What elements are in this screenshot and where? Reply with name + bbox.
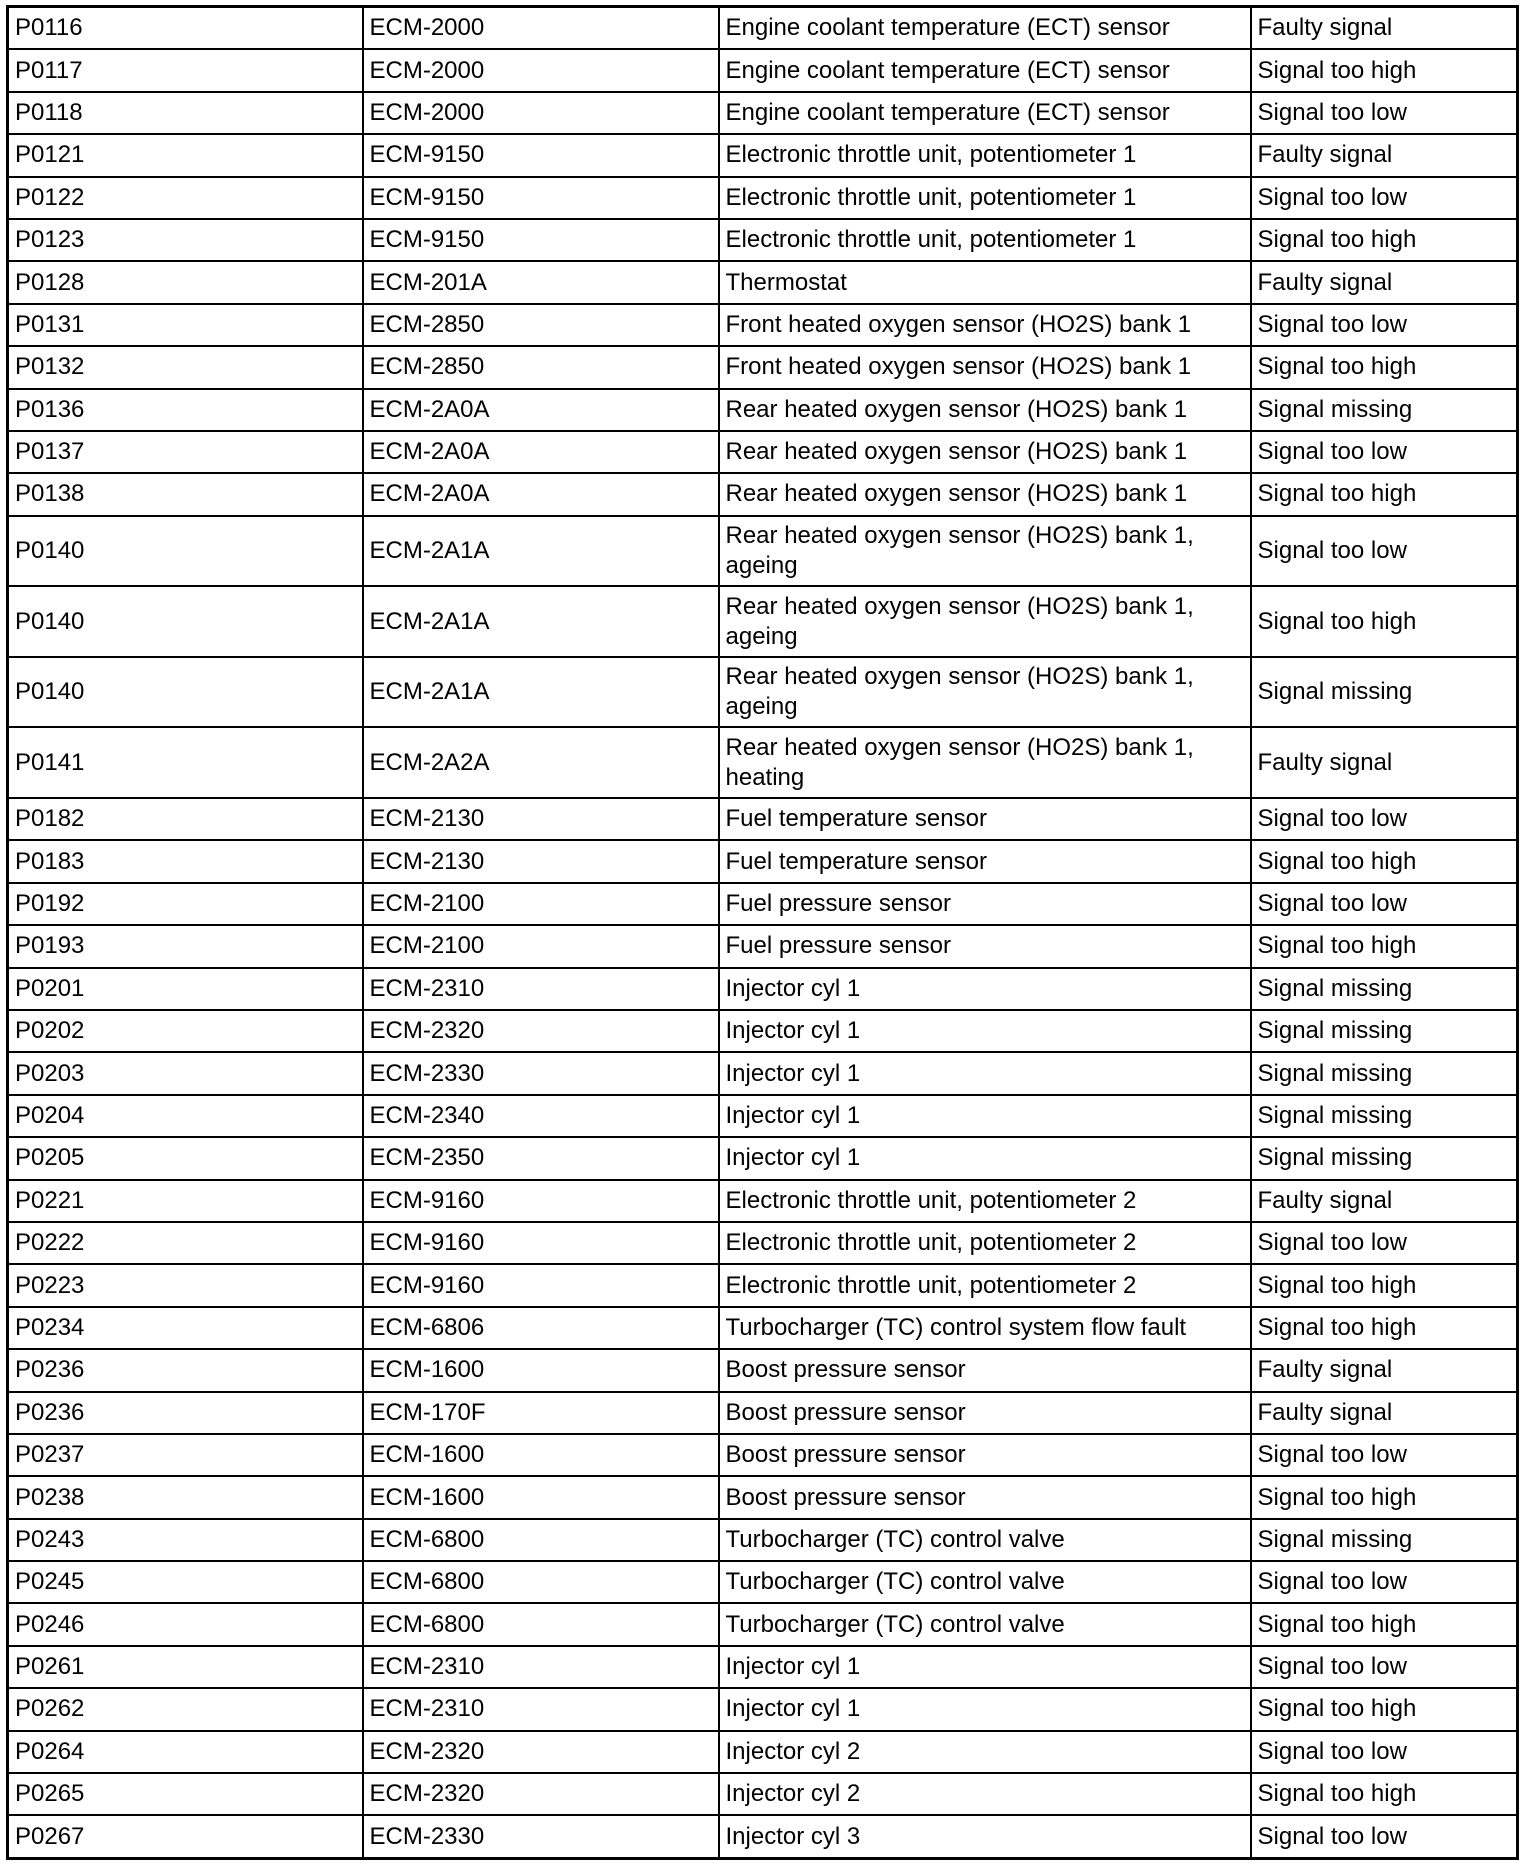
description-cell bbox=[719, 586, 1251, 657]
description-cell: Front heated oxygen sensor (HO2S) bank 1 bbox=[719, 346, 1251, 388]
ecm-id-cell: ECM-6800 bbox=[363, 1603, 719, 1645]
ecm-id-cell: ECM-2310 bbox=[363, 1688, 719, 1730]
table-row bbox=[8, 49, 1518, 91]
description-line-1: Rear heated oxygen sensor (HO2S) bank 1, bbox=[725, 663, 1194, 691]
fault-code-cell: P0237 bbox=[8, 1434, 363, 1476]
fault-code-cell: P0123 bbox=[8, 219, 363, 261]
description-cell: Turbocharger (TC) control valve bbox=[719, 1519, 1251, 1561]
fault-code-cell: P0262 bbox=[8, 1688, 363, 1730]
description-cell: Engine coolant temperature (ECT) sensor bbox=[719, 7, 1251, 50]
table-row bbox=[8, 1773, 1518, 1815]
status-cell: Faulty signal bbox=[1251, 261, 1518, 303]
ecm-id-cell: ECM-2A1A bbox=[363, 657, 719, 728]
fault-code-cell: P0222 bbox=[8, 1222, 363, 1264]
ecm-id-cell: ECM-1600 bbox=[363, 1349, 719, 1391]
description-line-2: ageing bbox=[725, 551, 798, 579]
table-row bbox=[8, 1519, 1518, 1561]
description-line-1: Rear heated oxygen sensor (HO2S) bank 1, bbox=[725, 521, 1194, 549]
status-cell: Signal missing bbox=[1251, 968, 1518, 1010]
ecm-id-cell: ECM-2330 bbox=[363, 1815, 719, 1858]
ecm-id-cell: ECM-2340 bbox=[363, 1095, 719, 1137]
description-cell: Electronic throttle unit, potentiometer 1 bbox=[719, 219, 1251, 261]
description-cell: Injector cyl 1 bbox=[719, 1137, 1251, 1179]
ecm-id-cell: ECM-2000 bbox=[363, 49, 719, 91]
ecm-id-cell: ECM-2A0A bbox=[363, 389, 719, 431]
status-cell: Signal too low bbox=[1251, 1815, 1518, 1858]
fault-code-cell: P0264 bbox=[8, 1731, 363, 1773]
fault-code-cell: P0267 bbox=[8, 1815, 363, 1858]
status-cell: Faulty signal bbox=[1251, 1349, 1518, 1391]
ecm-id-cell: ECM-2000 bbox=[363, 92, 719, 134]
table-row bbox=[8, 1434, 1518, 1476]
table-row bbox=[8, 431, 1518, 473]
description-cell: Boost pressure sensor bbox=[719, 1392, 1251, 1434]
table-row bbox=[8, 92, 1518, 134]
status-cell: Signal too high bbox=[1251, 1688, 1518, 1730]
ecm-id-cell: ECM-9160 bbox=[363, 1222, 719, 1264]
description-cell: Thermostat bbox=[719, 261, 1251, 303]
status-cell: Signal missing bbox=[1251, 1519, 1518, 1561]
ecm-id-cell: ECM-6800 bbox=[363, 1519, 719, 1561]
table-row bbox=[8, 1010, 1518, 1052]
status-cell: Signal too high bbox=[1251, 840, 1518, 882]
ecm-id-cell: ECM-2100 bbox=[363, 925, 719, 967]
description-line-2: ageing bbox=[725, 693, 798, 721]
ecm-id-cell: ECM-2A0A bbox=[363, 473, 719, 515]
description-cell: Injector cyl 1 bbox=[719, 1646, 1251, 1688]
table-row bbox=[8, 840, 1518, 882]
table-row bbox=[8, 389, 1518, 431]
table-row bbox=[8, 7, 1518, 50]
fault-code-cell: P0246 bbox=[8, 1603, 363, 1645]
status-cell: Signal too low bbox=[1251, 1434, 1518, 1476]
fault-code-cell: P0204 bbox=[8, 1095, 363, 1137]
fault-code-cell: P0121 bbox=[8, 134, 363, 176]
fault-code-cell: P0131 bbox=[8, 304, 363, 346]
table-row bbox=[8, 586, 1518, 657]
fault-code-cell: P0221 bbox=[8, 1180, 363, 1222]
status-cell: Signal missing bbox=[1251, 1052, 1518, 1094]
table-row bbox=[8, 1815, 1518, 1858]
table-row bbox=[8, 516, 1518, 587]
description-cell: Turbocharger (TC) control system flow fault bbox=[719, 1307, 1251, 1349]
fault-code-cell: P0245 bbox=[8, 1561, 363, 1603]
table-row bbox=[8, 134, 1518, 176]
description-cell: Injector cyl 3 bbox=[719, 1815, 1251, 1858]
status-cell: Signal too low bbox=[1251, 1646, 1518, 1688]
table-row bbox=[8, 1307, 1518, 1349]
status-cell: Signal missing bbox=[1251, 389, 1518, 431]
fault-code-cell: P0140 bbox=[8, 586, 363, 657]
description-cell: Injector cyl 1 bbox=[719, 1688, 1251, 1730]
table-row bbox=[8, 1095, 1518, 1137]
status-cell: Signal too high bbox=[1251, 925, 1518, 967]
status-cell: Signal too high bbox=[1251, 473, 1518, 515]
table-row bbox=[8, 1222, 1518, 1264]
table-row bbox=[8, 346, 1518, 388]
status-cell: Signal missing bbox=[1251, 1095, 1518, 1137]
status-cell: Faulty signal bbox=[1251, 1392, 1518, 1434]
description-cell: Fuel pressure sensor bbox=[719, 925, 1251, 967]
fault-code-cell: P0261 bbox=[8, 1646, 363, 1688]
fault-code-cell: P0141 bbox=[8, 727, 363, 798]
ecm-id-cell: ECM-1600 bbox=[363, 1476, 719, 1518]
description-cell: Turbocharger (TC) control valve bbox=[719, 1561, 1251, 1603]
fault-code-cell: P0137 bbox=[8, 431, 363, 473]
status-cell: Signal too high bbox=[1251, 346, 1518, 388]
description-line-2: ageing bbox=[725, 622, 798, 650]
description-cell bbox=[719, 727, 1251, 798]
ecm-id-cell: ECM-201A bbox=[363, 261, 719, 303]
fault-code-cell: P0234 bbox=[8, 1307, 363, 1349]
status-cell: Faulty signal bbox=[1251, 7, 1518, 50]
table-row bbox=[8, 473, 1518, 515]
table-row bbox=[8, 883, 1518, 925]
ecm-id-cell: ECM-2100 bbox=[363, 883, 719, 925]
table-row bbox=[8, 1561, 1518, 1603]
ecm-id-cell: ECM-9150 bbox=[363, 134, 719, 176]
status-cell: Signal too high bbox=[1251, 1264, 1518, 1306]
description-cell: Boost pressure sensor bbox=[719, 1476, 1251, 1518]
description-cell: Engine coolant temperature (ECT) sensor bbox=[719, 92, 1251, 134]
status-cell: Signal too low bbox=[1251, 1222, 1518, 1264]
ecm-id-cell: ECM-2A0A bbox=[363, 431, 719, 473]
description-cell: Electronic throttle unit, potentiometer 2 bbox=[719, 1264, 1251, 1306]
ecm-id-cell: ECM-2310 bbox=[363, 1646, 719, 1688]
fault-code-cell: P0138 bbox=[8, 473, 363, 515]
table-row bbox=[8, 1603, 1518, 1645]
status-cell: Signal too high bbox=[1251, 1307, 1518, 1349]
description-line-2: heating bbox=[725, 763, 805, 791]
table-row bbox=[8, 261, 1518, 303]
status-cell: Signal too high bbox=[1251, 586, 1518, 657]
description-cell: Engine coolant temperature (ECT) sensor bbox=[719, 49, 1251, 91]
description-cell: Injector cyl 1 bbox=[719, 1010, 1251, 1052]
status-cell: Faulty signal bbox=[1251, 727, 1518, 798]
table-row bbox=[8, 925, 1518, 967]
fault-code-cell: P0202 bbox=[8, 1010, 363, 1052]
status-cell: Signal too low bbox=[1251, 516, 1518, 587]
description-cell: Injector cyl 1 bbox=[719, 968, 1251, 1010]
fault-code-cell: P0182 bbox=[8, 798, 363, 840]
status-cell: Signal too low bbox=[1251, 798, 1518, 840]
fault-code-cell: P0265 bbox=[8, 1773, 363, 1815]
table-body bbox=[8, 7, 1518, 1859]
description-cell bbox=[719, 657, 1251, 728]
table-row bbox=[8, 1264, 1518, 1306]
fault-code-cell: P0205 bbox=[8, 1137, 363, 1179]
ecm-id-cell: ECM-170F bbox=[363, 1392, 719, 1434]
table-row bbox=[8, 1646, 1518, 1688]
table-row bbox=[8, 1476, 1518, 1518]
description-cell: Electronic throttle unit, potentiometer 1 bbox=[719, 177, 1251, 219]
description-cell: Rear heated oxygen sensor (HO2S) bank 1 bbox=[719, 389, 1251, 431]
status-cell: Signal missing bbox=[1251, 1010, 1518, 1052]
ecm-id-cell: ECM-2330 bbox=[363, 1052, 719, 1094]
description-cell: Rear heated oxygen sensor (HO2S) bank 1 bbox=[719, 473, 1251, 515]
fault-code-cell: P0203 bbox=[8, 1052, 363, 1094]
ecm-id-cell: ECM-2A1A bbox=[363, 516, 719, 587]
description-cell: Injector cyl 2 bbox=[719, 1731, 1251, 1773]
description-cell: Injector cyl 1 bbox=[719, 1095, 1251, 1137]
fault-code-cell: P0238 bbox=[8, 1476, 363, 1518]
description-cell: Boost pressure sensor bbox=[719, 1349, 1251, 1391]
fault-code-cell: P0140 bbox=[8, 516, 363, 587]
table-row bbox=[8, 657, 1518, 728]
ecm-id-cell: ECM-6806 bbox=[363, 1307, 719, 1349]
fault-code-cell: P0223 bbox=[8, 1264, 363, 1306]
ecm-id-cell: ECM-9150 bbox=[363, 177, 719, 219]
table-row bbox=[8, 968, 1518, 1010]
ecm-id-cell: ECM-2350 bbox=[363, 1137, 719, 1179]
status-cell: Signal too low bbox=[1251, 1731, 1518, 1773]
ecm-id-cell: ECM-9160 bbox=[363, 1180, 719, 1222]
status-cell: Signal too low bbox=[1251, 883, 1518, 925]
table-row bbox=[8, 1688, 1518, 1730]
description-cell: Injector cyl 2 bbox=[719, 1773, 1251, 1815]
table-row bbox=[8, 798, 1518, 840]
ecm-id-cell: ECM-2310 bbox=[363, 968, 719, 1010]
status-cell: Signal too low bbox=[1251, 304, 1518, 346]
ecm-id-cell: ECM-2320 bbox=[363, 1773, 719, 1815]
fault-code-cell: P0183 bbox=[8, 840, 363, 882]
status-cell: Signal too high bbox=[1251, 1476, 1518, 1518]
status-cell: Signal missing bbox=[1251, 1137, 1518, 1179]
ecm-id-cell: ECM-2130 bbox=[363, 798, 719, 840]
ecm-id-cell: ECM-2320 bbox=[363, 1731, 719, 1773]
ecm-id-cell: ECM-9160 bbox=[363, 1264, 719, 1306]
description-cell: Injector cyl 1 bbox=[719, 1052, 1251, 1094]
ecm-id-cell: ECM-9150 bbox=[363, 219, 719, 261]
description-cell: Fuel temperature sensor bbox=[719, 840, 1251, 882]
description-cell: Electronic throttle unit, potentiometer 2 bbox=[719, 1180, 1251, 1222]
table-row bbox=[8, 1052, 1518, 1094]
status-cell: Signal too low bbox=[1251, 92, 1518, 134]
description-line-1: Rear heated oxygen sensor (HO2S) bank 1, bbox=[725, 592, 1194, 620]
fault-code-cell: P0118 bbox=[8, 92, 363, 134]
description-line-1: Rear heated oxygen sensor (HO2S) bank 1, bbox=[725, 733, 1194, 761]
ecm-id-cell: ECM-2850 bbox=[363, 304, 719, 346]
table-row bbox=[8, 727, 1518, 798]
ecm-id-cell: ECM-2A2A bbox=[363, 727, 719, 798]
ecm-id-cell: ECM-6800 bbox=[363, 1561, 719, 1603]
fault-code-cell: P0236 bbox=[8, 1349, 363, 1391]
description-cell: Fuel temperature sensor bbox=[719, 798, 1251, 840]
fault-code-cell: P0128 bbox=[8, 261, 363, 303]
fault-code-cell: P0117 bbox=[8, 49, 363, 91]
description-cell: Boost pressure sensor bbox=[719, 1434, 1251, 1476]
status-cell: Signal too low bbox=[1251, 431, 1518, 473]
fault-code-cell: P0193 bbox=[8, 925, 363, 967]
status-cell: Signal missing bbox=[1251, 657, 1518, 728]
fault-code-table bbox=[6, 5, 1519, 1860]
status-cell: Signal too high bbox=[1251, 219, 1518, 261]
fault-code-cell: P0136 bbox=[8, 389, 363, 431]
fault-code-cell: P0243 bbox=[8, 1519, 363, 1561]
fault-code-cell: P0116 bbox=[8, 7, 363, 50]
ecm-id-cell: ECM-2A1A bbox=[363, 586, 719, 657]
status-cell: Faulty signal bbox=[1251, 134, 1518, 176]
ecm-id-cell: ECM-1600 bbox=[363, 1434, 719, 1476]
ecm-id-cell: ECM-2000 bbox=[363, 7, 719, 50]
table-row bbox=[8, 177, 1518, 219]
fault-code-cell: P0122 bbox=[8, 177, 363, 219]
description-cell bbox=[719, 516, 1251, 587]
table-row bbox=[8, 1349, 1518, 1391]
ecm-id-cell: ECM-2130 bbox=[363, 840, 719, 882]
status-cell: Faulty signal bbox=[1251, 1180, 1518, 1222]
fault-code-cell: P0140 bbox=[8, 657, 363, 728]
status-cell: Signal too low bbox=[1251, 177, 1518, 219]
ecm-id-cell: ECM-2320 bbox=[363, 1010, 719, 1052]
fault-code-cell: P0201 bbox=[8, 968, 363, 1010]
description-cell: Front heated oxygen sensor (HO2S) bank 1 bbox=[719, 304, 1251, 346]
table-row bbox=[8, 304, 1518, 346]
status-cell: Signal too low bbox=[1251, 1561, 1518, 1603]
fault-code-cell: P0192 bbox=[8, 883, 363, 925]
description-cell: Turbocharger (TC) control valve bbox=[719, 1603, 1251, 1645]
fault-code-cell: P0236 bbox=[8, 1392, 363, 1434]
status-cell: Signal too high bbox=[1251, 1603, 1518, 1645]
table-row bbox=[8, 1731, 1518, 1773]
table-row bbox=[8, 1137, 1518, 1179]
description-cell: Electronic throttle unit, potentiometer 2 bbox=[719, 1222, 1251, 1264]
ecm-id-cell: ECM-2850 bbox=[363, 346, 719, 388]
fault-code-cell: P0132 bbox=[8, 346, 363, 388]
status-cell: Signal too high bbox=[1251, 49, 1518, 91]
table-row bbox=[8, 219, 1518, 261]
status-cell: Signal too high bbox=[1251, 1773, 1518, 1815]
table-row bbox=[8, 1180, 1518, 1222]
description-cell: Electronic throttle unit, potentiometer 1 bbox=[719, 134, 1251, 176]
description-cell: Fuel pressure sensor bbox=[719, 883, 1251, 925]
description-cell: Rear heated oxygen sensor (HO2S) bank 1 bbox=[719, 431, 1251, 473]
table-row bbox=[8, 1392, 1518, 1434]
